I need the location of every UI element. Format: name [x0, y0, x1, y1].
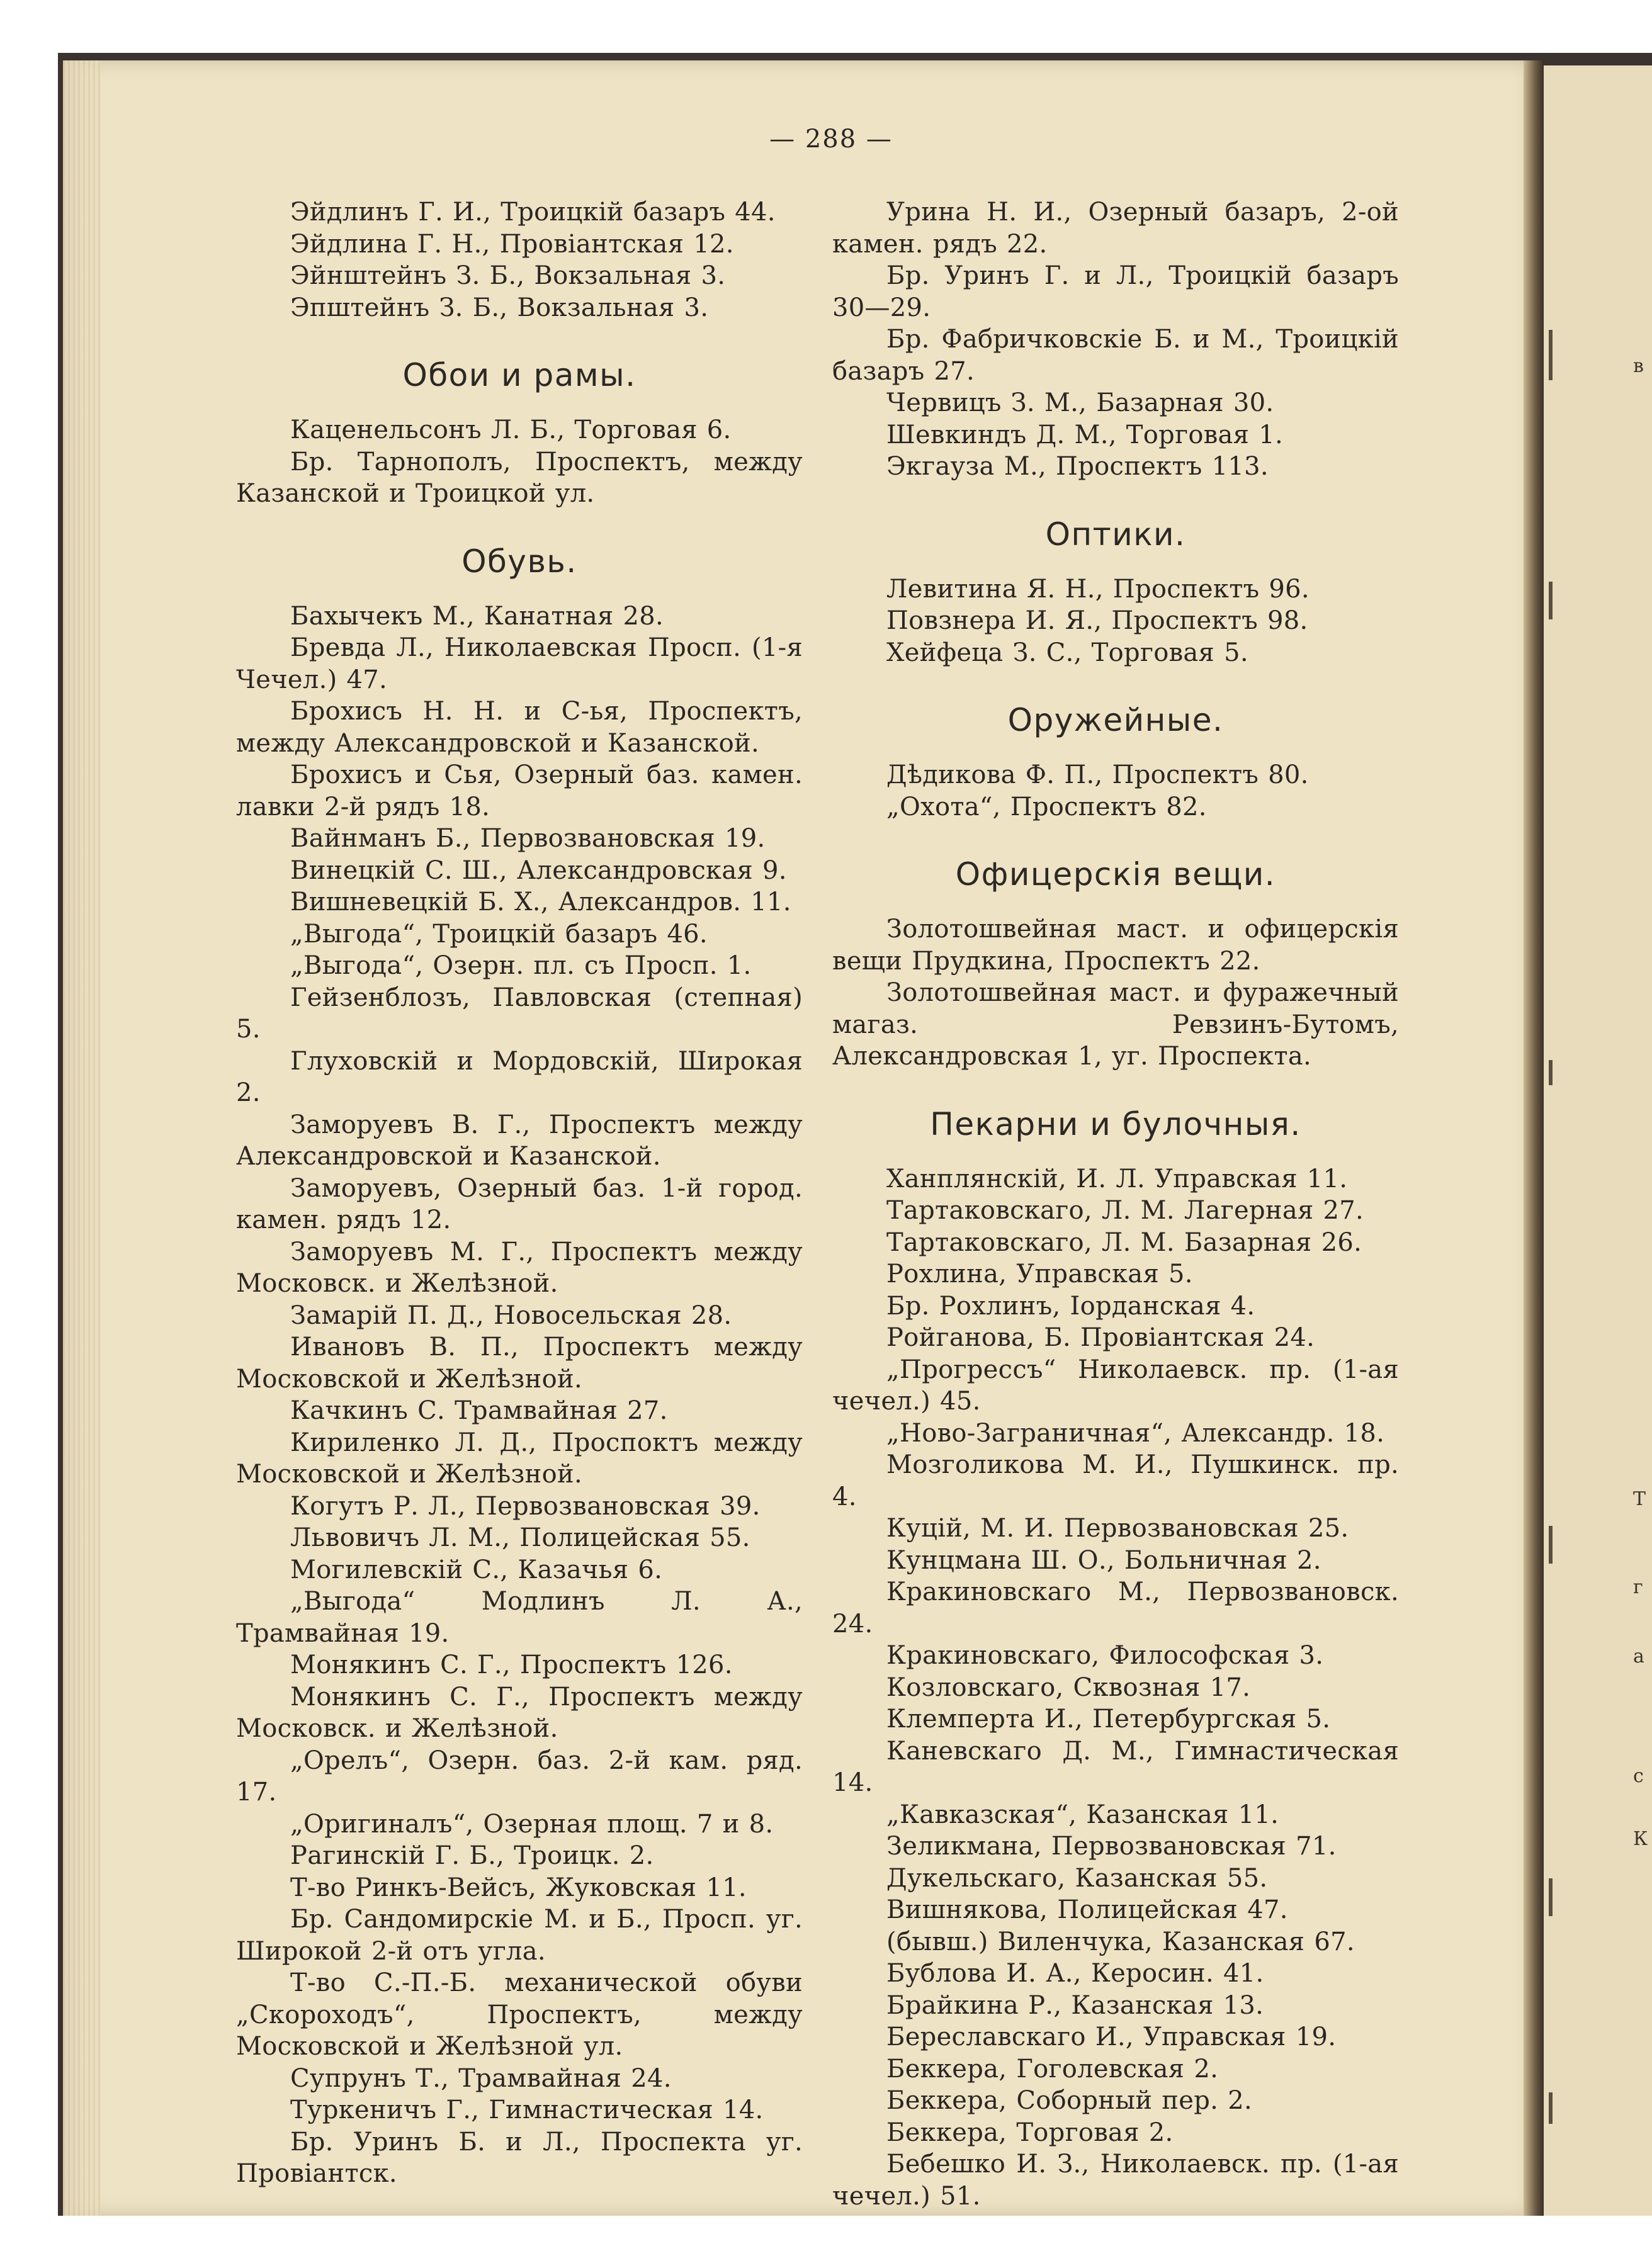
facing-page-letter: Т — [1633, 1488, 1646, 1510]
directory-entry: Повзнера И. Я., Проспектъ 98. — [886, 606, 1308, 635]
facing-page-letter: в — [1633, 355, 1644, 377]
directory-entry: Беккера, Торговая 2. — [886, 2118, 1174, 2147]
directory-entry: „Орелъ“, Озерн. баз. 2-й кам. ряд. 17. — [236, 1746, 803, 1807]
directory-entry: Бр. Фабричковскіе Б. и М., Троицкій базаръ 27. — [832, 325, 1399, 386]
directory-entry: Эйдлина Г. Н., Провіантская 12. — [290, 229, 734, 259]
directory-entry: Монякинъ С. Г., Проспектъ между Московск. и Желѣзной. — [236, 1682, 803, 1743]
directory-entry: „Выгода“, Озерн. пл. съ Просп. 1. — [290, 951, 752, 980]
directory-entry: Дукельскаго, Казанская 55. — [886, 1863, 1268, 1893]
directory-entry: Заморуевъ В. Г., Проспектъ между Александровской и Казанской. — [236, 1110, 803, 1171]
directory-entry: Кунцмана Ш. О., Больничная 2. — [886, 1545, 1321, 1575]
edge-mark — [1549, 1060, 1553, 1085]
directory-entry: Зеликмана, Первозвановская 71. — [886, 1832, 1337, 1861]
edge-mark — [1549, 582, 1553, 619]
directory-entry: Каневскаго Д. М., Гимнастическая 14. — [832, 1736, 1399, 1797]
section-heading: Обои и рамы. — [402, 357, 636, 393]
directory-entry: Эйнштейнъ З. Б., Вокзальная 3. — [290, 261, 726, 290]
directory-entry: Кириленко Л. Д., Проспоктъ между Московской и Желѣзной. — [236, 1428, 803, 1489]
scan-border-top — [0, 0, 1652, 53]
directory-entry: Качкинъ С. Трамвайная 27. — [290, 1396, 668, 1425]
directory-entry: Т-во Ринкъ-Вейсъ, Жуковская 11. — [290, 1873, 747, 1902]
edge-mark — [1549, 2092, 1553, 2124]
scan-border-bottom — [0, 2216, 1652, 2268]
directory-entry: Рагинскій Г. Б., Троицк. 2. — [290, 1841, 654, 1870]
directory-entry: Бублова И. А., Керосин. 41. — [886, 1959, 1264, 1988]
edge-mark — [1549, 1526, 1553, 1564]
section-heading: Обувь. — [461, 543, 577, 580]
directory-entry: Вишнякова, Полицейская 47. — [886, 1895, 1288, 1924]
directory-entry: Гейзенблозъ, Павловская (степная) 5. — [236, 983, 803, 1044]
directory-entry: Золотошвейная маст. и фуражечный магаз. Ревзинъ-Бутомъ, Александровская 1, уг. Проспекта. — [832, 978, 1399, 1071]
left-column — [236, 196, 803, 2190]
directory-entry: Кракиновскаго, Философская 3. — [886, 1641, 1324, 1670]
directory-entry: „Оригиналъ“, Озерная площ. 7 и 8. — [290, 1809, 774, 1839]
directory-entry: „Кавказская“, Казанская 11. — [886, 1800, 1279, 1829]
directory-entry: Рохлина, Управская 5. — [886, 1260, 1193, 1289]
directory-entry: Тартаковскаго, Л. М. Лагерная 27. — [886, 1196, 1364, 1225]
facing-page-edge — [1544, 65, 1652, 2216]
directory-entry: Бревда Л., Николаевская Просп. (1-я Чечел.) 47. — [236, 633, 803, 694]
directory-entry: Бр. Уринъ Б. и Л., Проспекта уг. Провіантск. — [236, 2127, 803, 2188]
directory-entry: Брохисъ Н. Н. и С-ья, Проспектъ, между Александровской и Казанской. — [236, 697, 803, 758]
directory-entry: Мозголикова М. И., Пушкинск. пр. 4. — [832, 1450, 1399, 1511]
directory-entry: Клемперта И., Петербургская 5. — [886, 1705, 1331, 1734]
directory-entry: Козловскаго, Сквозная 17. — [886, 1673, 1251, 1702]
directory-entry: Ройганова, Б. Провіантская 24. — [886, 1323, 1315, 1352]
directory-entry: Брохисъ и Сья, Озерный баз. камен. лавки 2-й рядъ 18. — [236, 760, 803, 821]
section-heading: Оптики. — [1045, 516, 1186, 553]
directory-entry: Бебешко И. З., Николаевск. пр. (1-ая чечел.) 51. — [832, 2150, 1399, 2211]
directory-entry: Кракиновскаго М., Первозвановск. 24. — [832, 1577, 1399, 1639]
directory-entry: Глуховскій и Мордовскій, Широкая 2. — [236, 1046, 803, 1107]
directory-entry: Вишневецкій Б. Х., Александров. 11. — [290, 888, 791, 917]
facing-page-letter: а — [1633, 1645, 1644, 1667]
facing-page-letter: К — [1633, 1828, 1648, 1850]
directory-entry: Монякинъ С. Г., Проспектъ 126. — [290, 1650, 733, 1679]
page-stack-edge — [63, 60, 101, 2216]
directory-entry: Львовичъ Л. М., Полицейская 55. — [290, 1523, 750, 1552]
directory-entry: Эйдлинъ Г. И., Троицкій базаръ 44. — [290, 198, 776, 227]
directory-entry: Беккера, Соборный пер. 2. — [886, 2086, 1252, 2115]
page-number: — 288 — — [769, 125, 893, 154]
edge-mark — [1549, 330, 1553, 380]
directory-entry: Ханплянскій, И. Л. Управская 11. — [886, 1164, 1348, 1193]
directory-entry: Урина Н. И., Озерный базаръ, 2-ой камен. рядъ 22. — [832, 198, 1399, 259]
directory-entry: „Ново-Заграничная“, Александр. 18. — [886, 1418, 1385, 1448]
directory-entry: Замарій П. Д., Новосельская 28. — [290, 1300, 732, 1330]
directory-entry: Дѣдикова Ф. П., Проспектъ 80. — [886, 760, 1309, 789]
directory-entry: Экгауза М., Проспектъ 113. — [886, 452, 1269, 481]
directory-entry: Винецкій С. Ш., Александровская 9. — [290, 855, 787, 885]
directory-entry: Хейфеца З. С., Торговая 5. — [886, 638, 1248, 667]
page-gutter — [1524, 60, 1544, 2216]
directory-entry: „Выгода“, Троицкій базаръ 46. — [290, 919, 708, 949]
directory-entry: Заморуевъ, Озерный баз. 1-й город. камен. рядъ 12. — [236, 1173, 803, 1234]
directory-entry: Левитина Я. Н., Проспектъ 96. — [886, 574, 1310, 604]
directory-entry: „Прогрессъ“ Николаевск. пр. (1-ая чечел.) 45. — [832, 1355, 1399, 1416]
directory-entry: „Охота“, Проспектъ 82. — [886, 792, 1207, 821]
directory-entry: Супрунъ Т., Трамвайная 24. — [290, 2063, 672, 2093]
edge-mark — [1549, 1878, 1553, 1916]
directory-entry: Бр. Тарнополъ, Проспектъ, между Казанской и Троицкой ул. — [236, 447, 803, 508]
directory-entry: Бр. Сандомирскіе М. и Б., Просп. уг. Широкой 2-й отъ угла. — [236, 1905, 803, 1966]
directory-entry: Бр. Уринъ Г. и Л., Троицкій базаръ 30—29. — [832, 261, 1399, 322]
facing-page-letter: г — [1633, 1576, 1643, 1598]
directory-entry: Вайнманъ Б., Первозвановская 19. — [290, 824, 766, 853]
directory-entry: Шевкиндъ Д. М., Торговая 1. — [886, 420, 1283, 449]
directory-entry: Т-во С.-П.-Б. механической обуви „Скороходъ“, Проспектъ, между Московской и Желѣзной ул. — [236, 1968, 803, 2061]
facing-page-letter: с — [1633, 1765, 1644, 1787]
directory-entry: Могилевскій С., Казачья 6. — [290, 1555, 663, 1584]
directory-entry: Туркеничъ Г., Гимнастическая 14. — [290, 2096, 764, 2124]
directory-entry: Ивановъ В. П., Проспектъ между Московской и Желѣзной. — [236, 1333, 803, 1394]
directory-entry: Золотошвейная маст. и офицерскія вещи Прудкина, Проспектъ 22. — [832, 915, 1399, 976]
directory-entry: Беккера, Гоголевская 2. — [886, 2054, 1219, 2084]
directory-entry: Эпштейнъ З. Б., Вокзальная 3. — [290, 293, 709, 322]
section-heading: Оружейные. — [1007, 702, 1224, 738]
section-heading: Пекарни и булочныя. — [930, 1105, 1301, 1142]
right-column — [832, 196, 1399, 2212]
scan-border-left — [0, 0, 58, 2268]
directory-entry: Брайкина Р., Казанская 13. — [886, 1990, 1264, 2020]
section-heading: Офицерскія вещи. — [955, 856, 1276, 893]
directory-entry: (бывш.) Виленчука, Казанская 67. — [886, 1927, 1355, 1956]
directory-entry: „Выгода“ Модлинъ Л. А., Трамвайная 19. — [236, 1587, 803, 1648]
directory-entry: Куцій, М. И. Первозвановская 25. — [886, 1514, 1349, 1543]
directory-entry: Бр. Рохлинъ, Іорданская 4. — [886, 1291, 1255, 1321]
directory-entry: Бахычекъ М., Канатная 28. — [290, 601, 664, 631]
directory-entry: Заморуевъ М. Г., Проспектъ между Московск. и Желѣзной. — [236, 1237, 803, 1298]
directory-entry: Тартаковскаго, Л. М. Базарная 26. — [886, 1227, 1362, 1257]
directory-entry: Береславскаго И., Управская 19. — [886, 2023, 1337, 2051]
directory-entry: Червицъ З. М., Базарная 30. — [886, 388, 1274, 417]
directory-entry: Когутъ Р. Л., Первозвановская 39. — [290, 1491, 761, 1521]
directory-entry: Каценельсонъ Л. Б., Торговая 6. — [290, 415, 732, 444]
